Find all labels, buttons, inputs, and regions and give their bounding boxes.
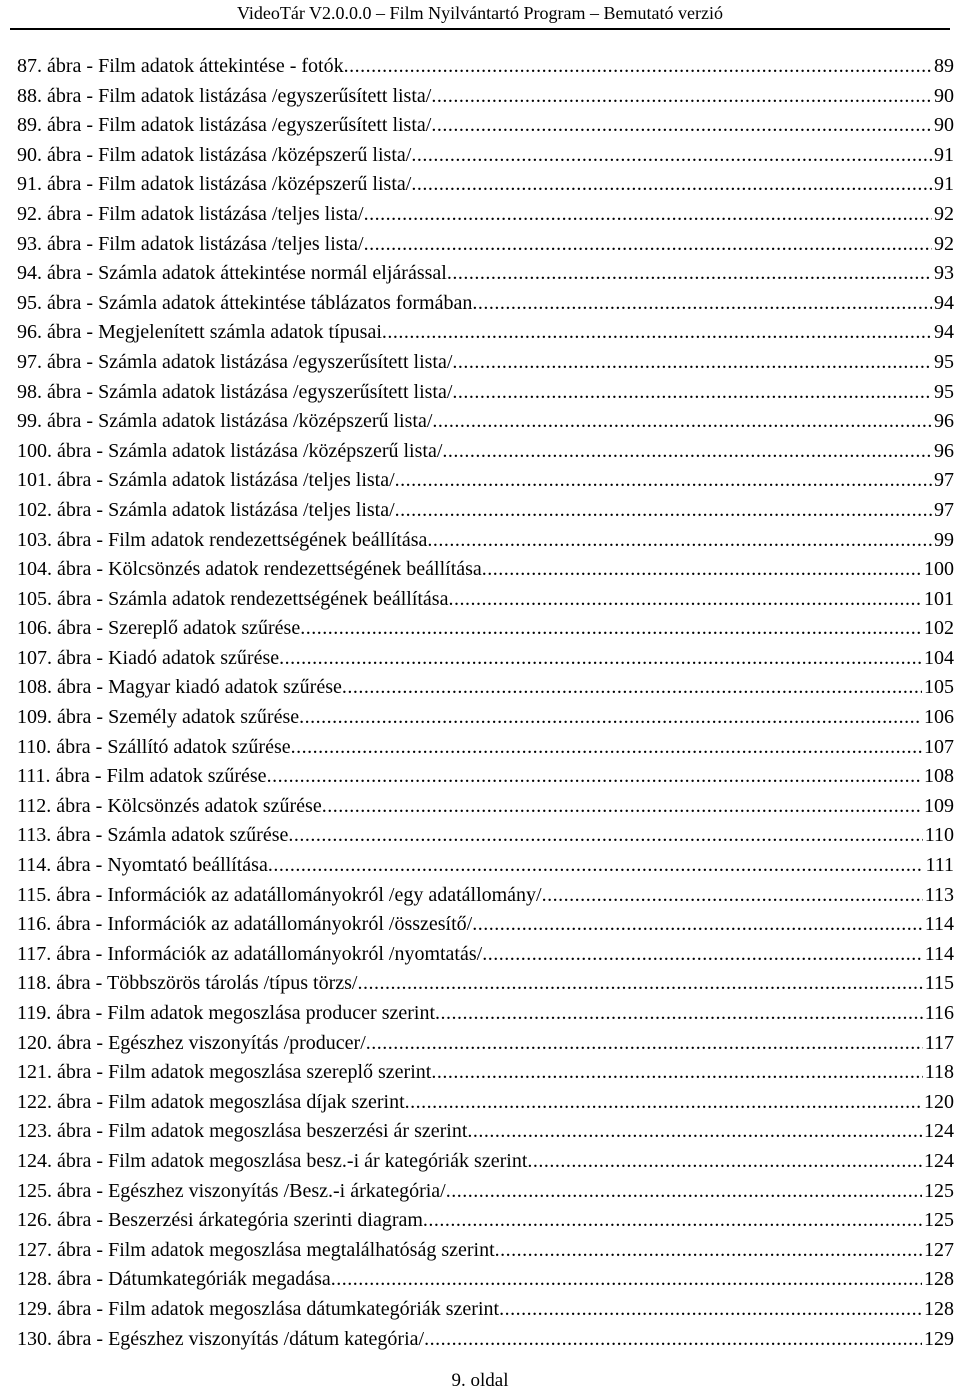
toc-entry-label: 97. ábra - Számla adatok listázása /egyszerűsített lista/ [17,350,453,373]
toc-entry[interactable] [17,111,954,141]
toc-entry-label: 102. ábra - Számla adatok listázása /teljes lista/ [17,498,395,521]
toc-entry[interactable] [17,673,954,703]
toc-entry[interactable] [17,999,954,1029]
toc-entry[interactable] [17,496,954,526]
toc-entry-page-number: 107 [924,735,954,758]
toc-entry-page-number: 102 [924,617,954,640]
header-divider [10,28,950,30]
toc-entry[interactable] [17,821,954,851]
toc-entry-label: 104. ábra - Kölcsönzés adatok rendezettségének beállítása [17,558,482,581]
page-number: 9. oldal [451,1370,509,1391]
dot-leader [322,792,922,822]
dot-leader [358,969,923,999]
dot-leader [472,910,923,940]
toc-entry[interactable] [17,466,954,496]
toc-entry[interactable] [17,969,954,999]
toc-entry[interactable] [17,733,954,763]
toc-entry-page-number: 96 [934,410,954,433]
toc-entry-page-number: 95 [934,350,954,373]
toc-entry-page-number: 99 [934,528,954,551]
dot-leader [366,1029,923,1059]
toc-entry-page-number: 127 [924,1238,954,1261]
toc-entry[interactable] [17,585,954,615]
toc-entry-page-number: 114 [924,913,954,936]
toc-entry-label: 123. ábra - Film adatok megoszlása beszerzési ár szerint [17,1120,468,1143]
toc-entry-label: 101. ábra - Számla adatok listázása /teljes lista/ [17,469,395,492]
dot-leader [382,318,932,348]
dot-leader [364,200,932,230]
dot-leader [344,52,932,82]
toc-entry-label: 91. ábra - Film adatok listázása /középszerű lista/ [17,173,412,196]
toc-entry-page-number: 128 [924,1297,954,1320]
toc-entry-page-number: 104 [924,646,954,669]
dot-leader [495,1236,922,1266]
toc-entry-page-number: 124 [924,1120,954,1143]
toc-entry-label: 125. ábra - Egészhez viszonyítás /Besz.-i árkategória/ [17,1179,446,1202]
toc-entry-page-number: 108 [924,765,954,788]
toc-entry-label: 87. ábra - Film adatok áttekintése - fotók [17,55,344,77]
toc-entry-label: 99. ábra - Számla adatok listázása /középszerű lista/ [17,410,433,433]
toc-entry[interactable] [17,141,954,171]
dot-leader [431,82,932,112]
toc-entry-label: 93. ábra - Film adatok listázása /teljes lista/ [17,232,364,255]
dot-leader [435,999,923,1029]
toc-entry-page-number: 92 [934,202,954,225]
toc-entry-label: 106. ábra - Szereplő adatok szűrése [17,617,301,640]
toc-entry[interactable] [17,555,954,585]
dot-leader [431,111,932,141]
toc-entry[interactable] [17,437,954,467]
toc-entry-label: 90. ábra - Film adatok listázása /középszerű lista/ [17,143,412,166]
toc-entry-page-number: 128 [924,1268,954,1291]
toc-entry-label: 115. ábra - Információk az adatállományokról /egy adatállomány/ [17,883,542,906]
toc-entry-label: 120. ábra - Egészhez viszonyítás /producer/ [17,1031,366,1054]
dot-leader [472,289,932,319]
toc-entry-page-number: 125 [924,1209,954,1232]
toc-entry[interactable] [17,407,954,437]
dot-leader [424,1325,922,1355]
toc-entry[interactable] [17,1029,954,1059]
toc-entry-page-number: 90 [934,84,954,107]
toc-entry-label: 105. ábra - Számla adatok rendezettségének beállítása [17,587,449,610]
toc-entry-page-number: 114 [924,942,954,965]
toc-entry-label: 117. ábra - Információk az adatállományokról /nyomtatás/ [17,942,483,965]
dot-leader [423,1206,922,1236]
toc-entry-label: 112. ábra - Kölcsönzés adatok szűrése [17,794,322,817]
dot-leader [268,851,924,881]
toc-entry-label: 122. ábra - Film adatok megoszlása díjak szerint [17,1090,405,1113]
dot-leader [447,259,932,289]
toc-entry-page-number: 115 [924,972,954,995]
toc-entry-page-number: 109 [924,794,954,817]
toc-entry-page-number: 89 [934,55,954,77]
dot-leader [395,496,932,526]
dot-leader [411,141,932,171]
toc-entry-page-number: 106 [924,706,954,729]
toc-entry[interactable] [17,1147,954,1177]
dot-leader [482,555,922,585]
toc-entry[interactable] [17,82,954,112]
dot-leader [467,1117,922,1147]
toc-entry-label: 114. ábra - Nyomtató beállítása [17,854,268,877]
toc-entry-page-number: 90 [934,114,954,137]
toc-entry[interactable] [17,1236,954,1266]
dot-leader [395,466,932,496]
toc-entry-label: 128. ábra - Dátumkategóriák megadása [17,1268,331,1291]
dot-leader [405,1088,922,1118]
toc-entry[interactable] [17,1295,954,1325]
toc-entry-page-number: 116 [924,1002,954,1024]
toc-entry[interactable] [17,703,954,733]
toc-entry-page-number: 95 [934,380,954,403]
toc-entry-page-number: 113 [924,883,954,906]
toc-entry-page-number: 97 [934,469,954,492]
toc-entry[interactable] [17,289,954,319]
toc-entry-label: 127. ábra - Film adatok megoszlása megtalálhatóság szerint [17,1238,495,1261]
toc-entry-page-number: 96 [934,439,954,462]
toc-entry-label: 108. ábra - Magyar kiadó adatok szűrése [17,676,342,699]
toc-entry-page-number: 94 [934,291,954,314]
toc-entry-label: 124. ábra - Film adatok megoszlása besz.-i ár kategóriák szerint [17,1149,528,1172]
toc-entry-page-number: 129 [924,1327,954,1350]
toc-entry[interactable] [17,881,954,911]
toc-entry-page-number: 91 [934,143,954,166]
toc-entry-label: 92. ábra - Film adatok listázása /teljes lista/ [17,202,364,225]
dot-leader [446,1177,922,1207]
dot-leader [427,526,932,556]
toc-entry[interactable] [17,940,954,970]
dot-leader [527,1147,922,1177]
toc-entry[interactable] [17,526,954,556]
toc-entry[interactable] [17,1265,954,1295]
toc-entry-page-number: 93 [934,262,954,285]
toc-entry[interactable] [17,52,954,82]
dot-leader [299,703,922,733]
toc-entry-label: 98. ábra - Számla adatok listázása /egyszerűsített lista/ [17,380,453,403]
toc-entry-label: 100. ábra - Számla adatok listázása /középszerű lista/ [17,439,443,462]
toc-entry-page-number: 111 [925,854,954,877]
toc-entry-page-number: 92 [934,232,954,255]
toc-entry-page-number: 110 [924,824,954,847]
toc-entry-label: 116. ábra - Információk az adatállományokról /összesítő/ [17,913,473,936]
toc-entry[interactable] [17,762,954,792]
toc-entry-page-number: 105 [924,676,954,699]
dot-leader [288,821,922,851]
toc-entry-label: 126. ábra - Beszerzési árkategória szerinti diagram [17,1209,423,1232]
toc-entry[interactable] [17,910,954,940]
toc-entry-label: 95. ábra - Számla adatok áttekintése táblázatos formában [17,291,473,314]
toc-entry-label: 94. ábra - Számla adatok áttekintése normál eljárással [17,262,447,285]
dot-leader [499,1295,922,1325]
toc-entry-label: 89. ábra - Film adatok listázása /egyszerűsített lista/ [17,114,432,137]
toc-entry[interactable] [17,1117,954,1147]
toc-entry-page-number: 101 [924,587,954,610]
toc-entry[interactable] [17,1058,954,1088]
toc-entry[interactable] [17,378,954,408]
dot-leader [267,762,922,792]
toc-entry[interactable] [17,614,954,644]
dot-leader [331,1265,922,1295]
dot-leader [342,673,922,703]
toc-entry[interactable] [17,792,954,822]
toc-entry[interactable] [17,318,954,348]
dot-leader [431,1058,922,1088]
toc-entry[interactable] [17,1177,954,1207]
dot-leader [300,614,922,644]
toc-entry-label: 107. ábra - Kiadó adatok szűrése [17,646,280,669]
toc-entry[interactable] [17,1325,954,1355]
toc-entry[interactable] [17,1088,954,1118]
dot-leader [542,881,923,911]
toc-entry-label: 111. ábra - Film adatok szűrése [17,765,267,788]
toc-entry[interactable] [17,259,954,289]
toc-entry-label: 118. ábra - Többszörös tárolás /típus törzs/ [17,972,358,995]
toc-entry-label: 96. ábra - Megjelenített számla adatok típusai [17,321,382,344]
toc-entry[interactable] [17,170,954,200]
toc-entry-label: 129. ábra - Film adatok megoszlása dátumkategóriák szerint [17,1297,500,1320]
toc-entry-page-number: 100 [924,558,954,581]
toc-entry[interactable] [17,348,954,378]
dot-leader [364,230,932,260]
toc-entry[interactable] [17,851,954,881]
toc-entry-label: 110. ábra - Szállító adatok szűrése [17,735,291,758]
dot-leader [482,940,923,970]
dot-leader [452,348,932,378]
toc-entry-page-number: 124 [924,1149,954,1172]
toc-entry-label: 121. ábra - Film adatok megoszlása szereplő szerint [17,1061,432,1084]
dot-leader [432,407,932,437]
toc-entry-page-number: 117 [924,1031,954,1054]
table-of-figures [17,52,954,1354]
dot-leader [442,437,932,467]
toc-entry-label: 113. ábra - Számla adatok szűrése [17,824,289,847]
toc-entry-page-number: 118 [924,1061,954,1084]
page-header: VideoTár V2.0.0.0 – Film Nyilvántartó Program – Bemutató verzió [237,3,723,23]
dot-leader [291,733,922,763]
toc-entry-page-number: 94 [934,321,954,344]
toc-entry-page-number: 125 [924,1179,954,1202]
toc-entry-label: 119. ábra - Film adatok megoszlása producer szerint [17,1002,436,1024]
toc-entry-label: 103. ábra - Film adatok rendezettségének beállítása [17,528,428,551]
dot-leader [448,585,922,615]
toc-entry[interactable] [17,230,954,260]
toc-entry[interactable] [17,200,954,230]
dot-leader [411,170,932,200]
toc-entry-label: 88. ábra - Film adatok listázása /egyszerűsített lista/ [17,84,432,107]
dot-leader [279,644,922,674]
toc-entry[interactable] [17,1206,954,1236]
toc-entry-page-number: 120 [924,1090,954,1113]
toc-entry[interactable] [17,644,954,674]
toc-entry-page-number: 97 [934,498,954,521]
toc-entry-page-number: 91 [934,173,954,196]
toc-entry-label: 109. ábra - Személy adatok szűrése [17,706,300,729]
toc-entry-label: 130. ábra - Egészhez viszonyítás /dátum kategória/ [17,1327,425,1350]
dot-leader [452,378,932,408]
